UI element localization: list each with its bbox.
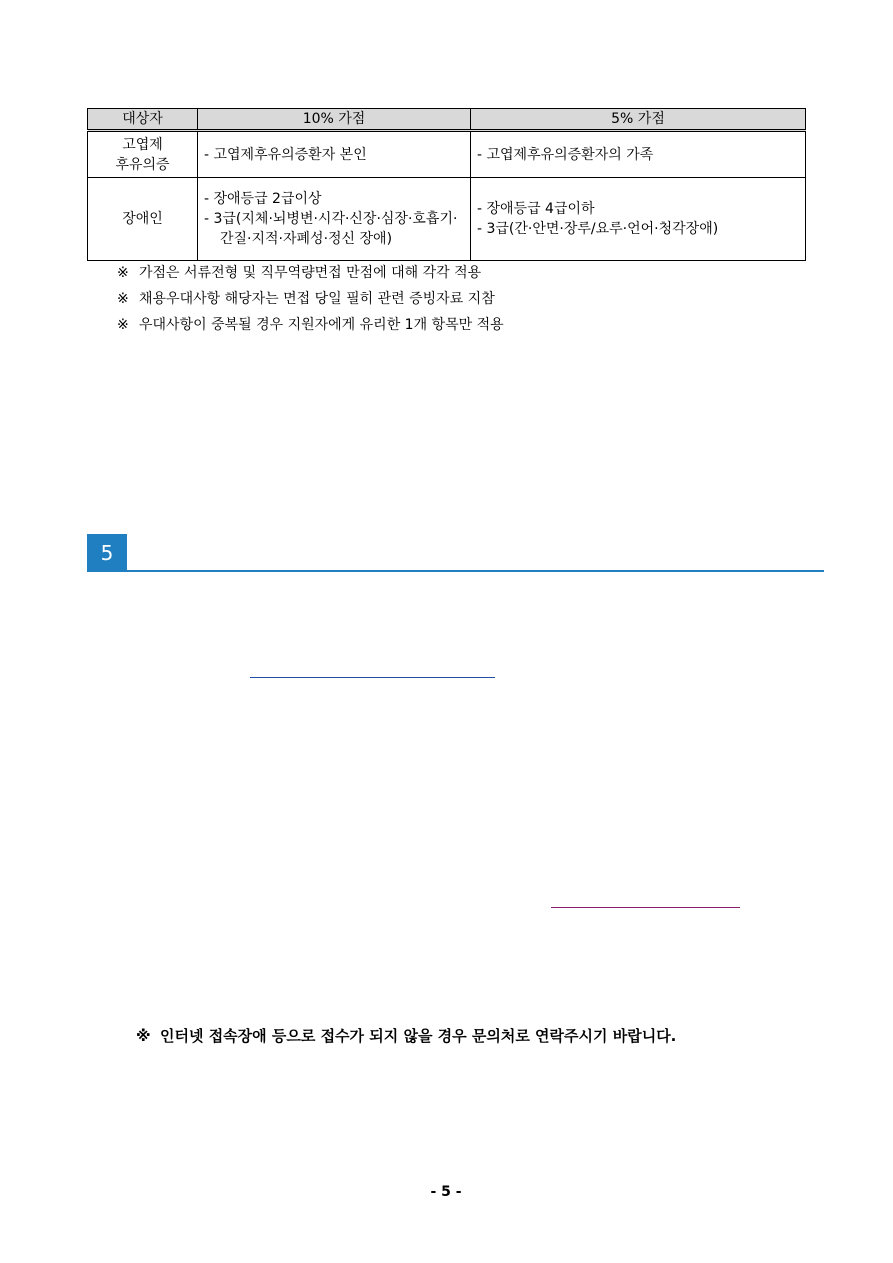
target-line: 장애인 xyxy=(122,211,163,227)
reference-mark-icon: ※ xyxy=(136,1027,151,1045)
note-item xyxy=(117,288,504,314)
hyperlink-underline[interactable] xyxy=(551,907,740,908)
page-number: - 5 - xyxy=(430,1184,462,1200)
notes-list xyxy=(117,262,504,340)
header-ten-percent: 10% 가점 xyxy=(198,109,471,131)
hyperlink-underline[interactable] xyxy=(250,677,495,678)
note-text: 가점은 서류전형 및 직무역량면접 만점에 대해 각각 적용 xyxy=(139,265,482,281)
table-row xyxy=(88,131,806,178)
ten-percent-cell xyxy=(198,178,471,261)
five-percent-item: - 3급(간·안면·장루/요루·언어·청각장애) xyxy=(477,221,719,237)
section-number-badge: 5 xyxy=(87,534,127,572)
ten-percent-item: - 고엽제후유의증환자 본인 xyxy=(204,146,367,163)
reference-mark-icon: ※ xyxy=(117,291,129,307)
section-divider xyxy=(87,570,824,572)
preference-table xyxy=(87,108,806,261)
ten-percent-cell xyxy=(198,131,471,178)
reference-mark-icon: ※ xyxy=(117,317,129,333)
target-line: 고엽제 xyxy=(122,136,163,153)
five-percent-cell xyxy=(471,178,806,261)
five-percent-item: - 장애등급 4급이하 xyxy=(477,201,595,217)
header-target: 대상자 xyxy=(88,109,198,131)
contact-warning xyxy=(136,1025,676,1046)
five-percent-cell xyxy=(471,131,806,178)
note-item xyxy=(117,262,504,288)
target-cell xyxy=(88,178,198,261)
note-text: 채용우대사항 해당자는 면접 당일 필히 관련 증빙자료 지참 xyxy=(139,291,495,307)
note-item xyxy=(117,314,504,340)
target-cell xyxy=(88,131,198,178)
header-five-percent: 5% 가점 xyxy=(471,109,806,131)
table-row xyxy=(88,178,806,261)
target-line: 후유의증 xyxy=(115,156,170,173)
warning-text: 인터넷 접속장애 등으로 접수가 되지 않을 경우 문의처로 연락주시기 바랍니다. xyxy=(160,1027,677,1045)
five-percent-item: - 고엽제후유의증환자의 가족 xyxy=(477,146,654,163)
reference-mark-icon: ※ xyxy=(117,265,129,281)
ten-percent-item: - 3급(지체·뇌병변·시각·신장·심장·호흡기·간질·지적·자폐성·정신 장애) xyxy=(204,211,458,247)
note-text: 우대사항이 중복될 경우 지원자에게 유리한 1개 항목만 적용 xyxy=(139,317,504,333)
ten-percent-item: - 장애등급 2급이상 xyxy=(204,191,322,207)
